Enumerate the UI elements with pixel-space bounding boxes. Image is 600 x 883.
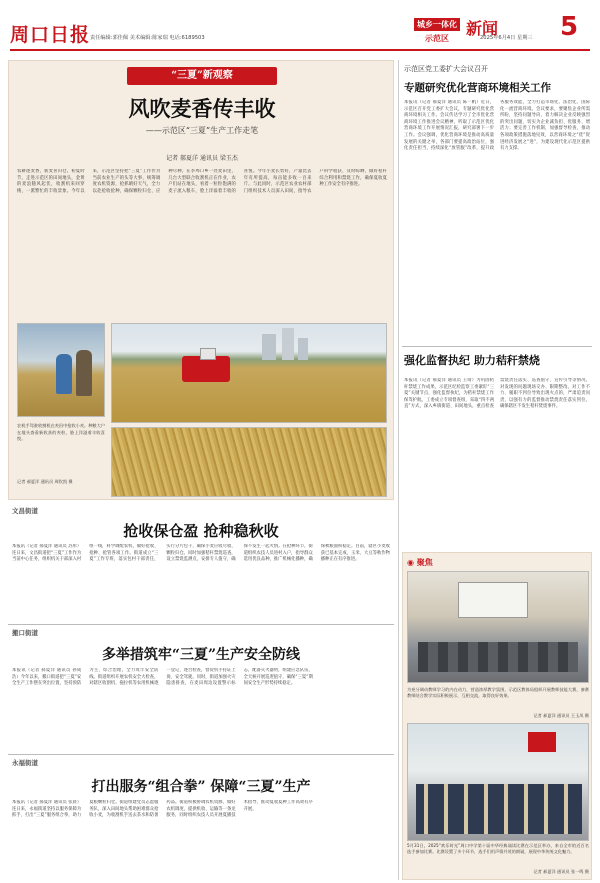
yongfu-body: 本报讯（记者 郝夏洋 通讯员 张晨）连日来，永福街道坚持以服务保障为抓手，打出“三夏”服务组合拳，助力夏粮颗粒归仓。街道组建党员志愿服务队，深入田间地头帮助困难群众抢收小麦，为收割机手送去茶水和防暑药品。街道积极协调农机资源，做好农机调度，提供机收、运输等一条龙服务，同时组织农技人员开展夏播技术指导，推动夏收夏种工作高效有序开展。 <box>12 800 313 819</box>
meeting-body: 本报讯（记者 郝夏洋 通讯员 陈一帆）近日，示范区召开党工委扩大会议，专题研究优化营商环境相关工作。会议传达学习了全市优化营商环境工作推进会议精神，听取了示范区优化营商环境工作开展情况汇报，研究部署下一步工作。会议强调，优化营商环境是推动高质量发展的关键之举，各部门要提高政治站位，强化责任担当，持续深化“放管服”改革，提升政务服务效能，全力打造市场化、法治化、国际化一流营商环境。会议要求，要聚焦企业所需所盼，坚持问题导向，着力解决企业反映强烈的突出问题，切实为企业减负担、优服务、增活力；要完善工作机制，加强督导检查，推动各项政策措施落地见效，以营商环境之“优”促进经济发展之“进”，为建设现代化示范区提供有力支撑。 <box>404 100 590 152</box>
feature-title: 风吹麦香传丰收 <box>128 96 276 121</box>
harvest-photo-farmers <box>17 323 105 417</box>
red-flag <box>528 732 556 752</box>
lens-label-text: 聚焦 <box>416 557 433 567</box>
harvest-photo-combine <box>111 323 387 423</box>
chenkou-label: 搬口街道 <box>12 629 38 637</box>
straw-ban-body: 本报讯（记者 郝夏洋 通讯员 王靖）为巩固秸秆禁烧工作成果，示范区纪检监察工委紧盯“三夏”关键节点，强化监督执纪，为秸秆禁烧工作保驾护航。工委成立专项督查组，采取“四不两直”方式，深入乡镇街道、田间地头，重点检查禁烧责任落实、巡查值守、宣传引导等情况，对发现的问题现场交办、限期整改。对工作不力、履职不到位导致出现火点的，严肃追责问责，以强有力的监督推动禁烧责任落实到位，确保辖区不发生秸秆焚烧事件。 <box>404 378 590 410</box>
wenchang-label: 文昌街道 <box>12 507 38 515</box>
combine-harvester-cab <box>200 348 216 360</box>
meeting-title: 专题研究优化营商环境相关工作 <box>404 82 551 94</box>
vertical-divider <box>398 60 399 880</box>
lens-credit-1: 记者 郝夏洋 通讯员 王玉凤 摄 <box>533 713 589 718</box>
chenkou-body: 本报讯（记者 郝夏洋 通讯员 孙成浩）今年以来，搬口街道把“三夏”安全生产工作摆在突出位置，坚持预防为主、综合治理，全力筑牢安全防线。街道组织开展农机安全大检查，对辖区收割机、拖拉机等农用机械逐一登记、逐台检查，督促机手持证上岗、安全驾驶。同时，街道加强火灾隐患排查，在麦田周边设置警示标志，配备灭火器材，组建应急队伍，全天候开展巡逻值守，确保“三夏”期间安全生产形势持续稳定。 <box>12 668 313 687</box>
lens-label <box>407 557 433 568</box>
meeting-article <box>402 60 592 345</box>
lens-photo-classroom <box>407 571 589 683</box>
lens-section <box>402 552 592 880</box>
section-tag-top: 城乡一体化 <box>414 18 460 31</box>
feature-body: 农耕逐麦香，新麦喜归仓。初夏时节，走进示范区的田间地头，金黄的麦浪随风起伏，收割机来回穿梭，一派繁忙的丰收景象。今年以来，示范区坚持把“三夏”工作作为当前农业生产的头等大事，统筹调度农机资源，抢抓晴好天气，全力以赴抢收抢种，确保颗粒归仓、应种尽种。在李埠口乡一处麦田里，几台大型联合收割机正在作业，农户们站在地头，看着一粒粒饱满的麦子流入粮车，脸上洋溢着丰收的喜悦。今年小麦长势好，产量比去年有所提高，每亩能多收一百来斤。与此同时，示范区农业农村部门组织技术人员深入田间，指导农户科学收获、及时晾晒，做好秸秆综合利用和禁烧工作，确保夏收夏种工作安全有序推进。 <box>17 169 387 194</box>
wenchang-body: 本报讯（记者 郝夏洋 通讯员 苏彤）连日来，文昌街道把“三夏”工作作为当前中心任务，组织机关干部深入村组一线，科学调配农机，做好抢收、抢种、抢管各项工作。街道成立“三夏”工作专班，落实包村干部责任，实行分片包干，确保小麦应收尽收、颗粒归仓。同时加强秸秆禁烧巡查，设立禁烧监测点，安排专人值守，确保不发生一起火情。在抢种环节，街道组织农技人员进村入户，指导群众选用优良品种，推广机械化播种，确保秋粮面积稳定。目前，辖区小麦收获已基本完成，玉米、大豆等秋作物播种正在有序推进。 <box>12 544 390 563</box>
audience-figure <box>418 642 578 672</box>
lens-caption-2: 5月31日，2025“欢乐时光”周口中学第十届中华经典诵读比赛在示范区举办，来自全市的近百名选手参加比赛。比赛设置了多个环节，选手们用声情并茂的朗诵，展现中华传统文化魅力。 <box>407 843 589 855</box>
city-skyline <box>298 338 308 360</box>
section-tag-bottom: 示范区 <box>425 34 449 43</box>
wenchang-article <box>8 504 394 624</box>
lens-photo-group <box>407 723 589 841</box>
harvest-photo-wheat <box>111 427 387 497</box>
city-skyline <box>282 328 294 360</box>
yongfu-article <box>8 756 394 880</box>
lens-credit-2: 记者 郝夏洋 通讯员 张一鸣 摄 <box>533 869 589 874</box>
chenkou-title: 多举措筑牢“三夏”生产安全防线 <box>101 647 301 663</box>
editor-info: 责任编辑:郭佳佩 美术编辑:陈家瑞 电话:6189503 <box>90 35 205 41</box>
yongfu-label: 永福街道 <box>12 759 38 767</box>
lens-caption-1: 为充分调动教师学习的内在动力，营造浓厚教学氛围，示范区教体局组织开展教师技能大赛，参赛教师结合教学实际积极展示，互相交流，取得良好效果。 <box>407 687 589 699</box>
camera-icon: ◉ <box>407 557 414 567</box>
yongfu-title: 打出服务“组合拳” 保障“三夏”生产 <box>91 779 311 795</box>
masthead <box>0 0 600 60</box>
feature-photo-caption: 农机手驾驶收割机在麦田中抢收小麦。种粮大户在地头查看新收获的麦粒，脸上洋溢着丰收喜悦。 <box>17 423 105 442</box>
feature-byline: 记者 郝夏洋 通讯员 梁玉杰 <box>166 155 238 162</box>
straw-ban-article <box>402 348 592 548</box>
feature-subtitle: ——示范区“三夏”生产工作走笔 <box>145 126 259 135</box>
section-tag <box>414 18 460 46</box>
chenkou-article <box>8 626 394 754</box>
masthead-rule <box>10 49 590 51</box>
city-skyline <box>262 334 276 360</box>
farmer-figure <box>56 354 72 394</box>
straw-ban-titles: 强化监督执纪 助力秸秆禁烧 <box>404 354 540 367</box>
page-number: 5 <box>560 12 579 42</box>
divider <box>8 624 394 625</box>
wenchang-title: 抢收保仓盈 抢种稳秋收 <box>123 522 279 540</box>
farmer-figure <box>76 350 92 396</box>
section-name: 新闻 <box>466 19 499 38</box>
feature-banner <box>127 67 277 85</box>
issue-date: 2025年6月4日 星期三 <box>480 35 533 41</box>
group-figures <box>416 784 582 834</box>
meeting-top-label: 示范区党工委扩大会议召开 <box>404 65 488 73</box>
feature-article <box>8 60 394 500</box>
divider <box>402 346 592 347</box>
presentation-screen <box>458 582 528 618</box>
newspaper-logo: 周口日报 <box>10 24 91 46</box>
feature-banner-text: “三夏”新观察 <box>171 70 233 81</box>
divider <box>8 754 394 755</box>
feature-photo-credit: 记者 郝夏洋 通讯员 周钦凯 摄 <box>17 479 73 484</box>
